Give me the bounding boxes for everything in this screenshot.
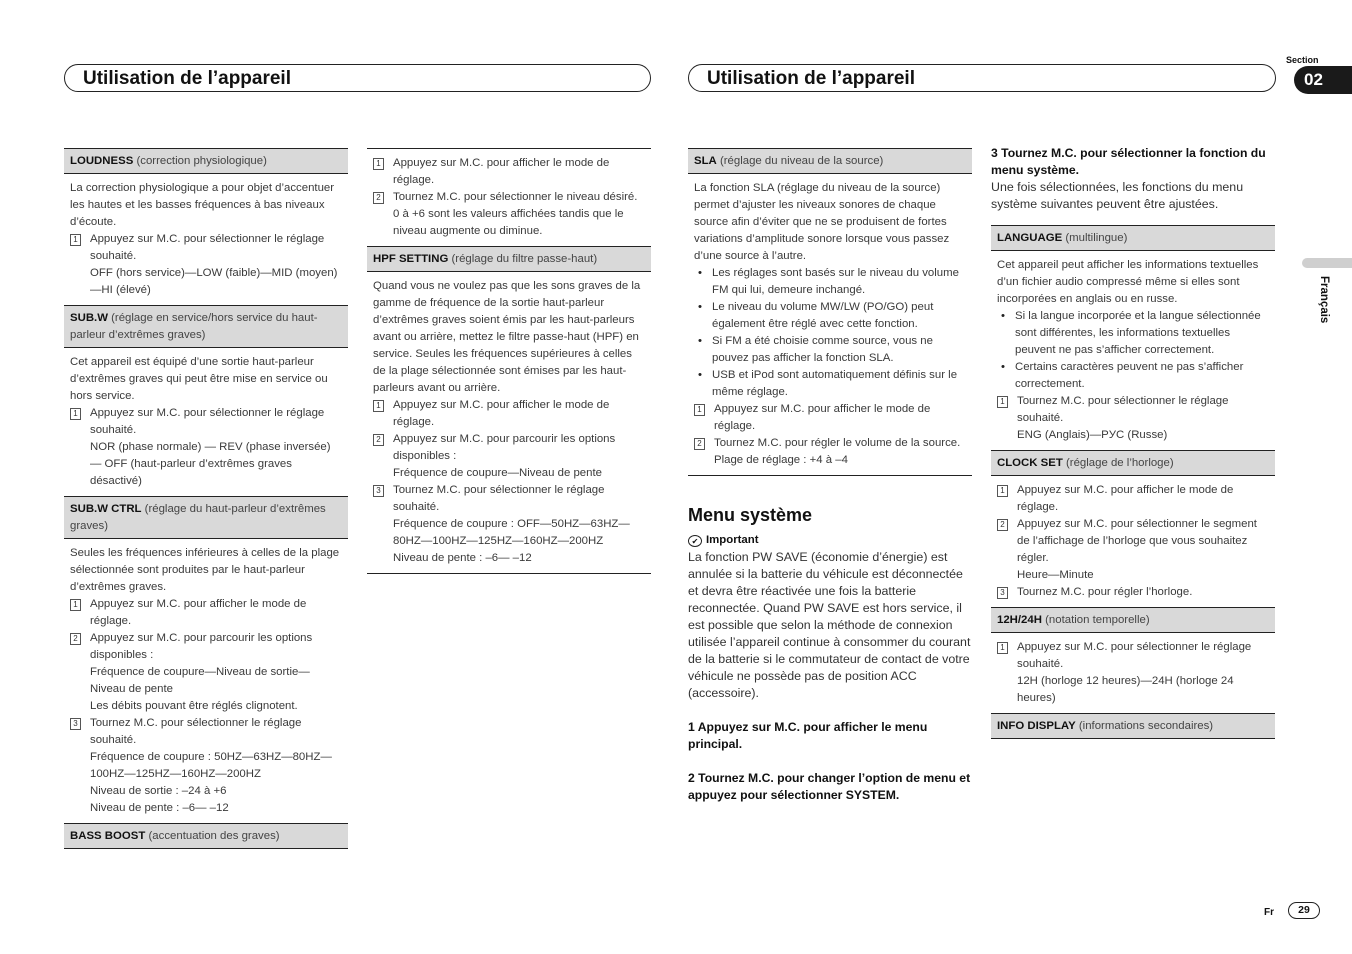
setting-body-12h-24h (991, 633, 1275, 713)
important-icon: ✔ (688, 535, 702, 547)
important-note-text: La fonction PW SAVE (économie d’énergie) est annulée si la batterie du véhicule est déconnectée et devra être réactivée une fois la batterie reconnectée. Quand PW SAVE est hors service, il est possible que selon la méthode de connexion utilisée l’appareil continue à consommer du courant de la batterie si le commutateur de contact de votre véhicule ne possède pas de position ACC (accessoire). (688, 550, 971, 700)
step-item: 1 Appuyez sur M.C. pour sélectionner le réglage souhaité. 12H (horloge 12 heures)—24H (horloge 24 heures) (997, 639, 1269, 707)
step-item: 1 Appuyez sur M.C. pour afficher le mode de réglage. (373, 155, 645, 189)
setting-body-sla: La fonction SLA (réglage du niveau de la source) permet d’ajuster les niveaux sonores de chaque source afin d’éviter que ne se produisent de fortes variations d’amplitude sonore lorsque vous passez d’une source à l’autre. • Les réglages sont basés sur le niveau du volume FM qui lui, demeure inchangé. • Le niveau du volume MW/LW (PO/GO) peut également être réglé avec cette fonction. • Si FM a été choisie comme source, vous ne pouvez pas afficher la fonction SLA. • USB et iPod sont automatiquement définis sur le même réglage. 1 Appuyez sur M.C. pour afficher le mode de réglage. 2 Tournez M.C. pour régler le volume de la source. Plage de réglage : +4 à –4 (688, 174, 972, 475)
setting-header-clock-set: CLOCK SET (réglage de l’horloge) (991, 450, 1275, 476)
section-title-menu-systeme: Menu système (688, 505, 813, 525)
setting-header-loudness: LOUDNESS (correction physiologique) (64, 148, 348, 174)
setting-header-hpf: HPF SETTING (réglage du filtre passe-haut) (367, 246, 651, 272)
bullet-item: • Certains caractères peuvent ne pas s’afficher correctement. (997, 359, 1269, 393)
step-item: 1 Appuyez sur M.C. pour sélectionner le réglage souhaité. OFF (hors service)—LOW (faible)—MID (moyen)—HI (élevé) (70, 231, 342, 299)
step-item: 1 Tournez M.C. pour sélectionner le réglage souhaité. ENG (Anglais)—PУC (Russe) (997, 393, 1269, 444)
step-item: 1 Appuyez sur M.C. pour sélectionner le réglage souhaité. NOR (phase normale) — REV (phase inversée) — OFF (haut-parleur d’extrêmes graves désactivé) (70, 405, 342, 490)
menu-step-2: 2 Tournez M.C. pour changer l’option de menu et appuyez pour sélectionner SYSTEM. (688, 771, 971, 802)
language-tab-label: Français (1318, 276, 1330, 324)
setting-header-info-display: INFO DISPLAY (informations secondaires) (991, 713, 1275, 739)
bullet-item: • Les réglages sont basés sur le niveau du volume FM qui lui, demeure inchangé. (694, 265, 966, 299)
setting-body-loudness: La correction physiologique a pour objet d’accentuer les hautes et les basses fréquences à bas niveaux d’écoute. 1 Appuyez sur M.C. pour sélectionner le réglage souhaité. OFF (hors service)—LOW (faible)—MID (moyen)—HI (élevé) (64, 174, 348, 305)
menu-step-3-desc: Une fois sélectionnées, les fonctions du menu système suivantes peuvent être ajustées. (991, 180, 1244, 211)
menu-step-3: 3 Tournez M.C. pour sélectionner la fonction du menu système. (991, 146, 1266, 177)
step-item: 3 Tournez M.C. pour sélectionner le réglage souhaité. Fréquence de coupure : OFF—50HZ—63HZ—80HZ—100HZ—125HZ—160HZ—200HZ Niveau de pente : –6— –12 (373, 482, 645, 567)
step-item: 3 Tournez M.C. pour régler l’horloge. (997, 584, 1269, 601)
footer-language: Fr (1264, 907, 1274, 918)
setting-body-clock-set (991, 476, 1275, 607)
setting-body-subw-ctrl: Seules les fréquences inférieures à celles de la plage sélectionnée sont produites par le haut-parleur d’extrêmes graves. 1 Appuyez sur M.C. pour afficher le mode de réglage. 2 Appuyez sur M.C. pour parcourir les options disponibles : Fréquence de coupure—Niveau de sortie—Niveau de pente Les débits pouvant être réglés clignotent. 3 Tournez M.C. pour sélectionner le réglage souhaité. Fréquence de coupure : 50HZ—63HZ—80HZ—100HZ—125HZ—160HZ—200HZ Niveau de sortie : –24 à +6 Niveau de pente : –6— –12 (64, 539, 348, 823)
step-item: 1 Appuyez sur M.C. pour afficher le mode de réglage. (694, 401, 966, 435)
step-item: 2 Appuyez sur M.C. pour parcourir les options disponibles : Fréquence de coupure—Niveau de pente (373, 431, 645, 482)
header-title: Utilisation de l’appareil (83, 68, 291, 89)
page-header-right (688, 64, 1276, 92)
column-4 (991, 145, 1275, 739)
setting-header-language: LANGUAGE (multilingue) (991, 225, 1275, 251)
step-item: 2 Appuyez sur M.C. pour sélectionner le segment de l’affichage de l’horloge que vous souhaitez régler. Heure—Minute (997, 516, 1269, 584)
bullet-item: • Le niveau du volume MW/LW (PO/GO) peut également être réglé avec cette fonction. (694, 299, 966, 333)
column-2 (367, 148, 651, 574)
step-item: 1 Appuyez sur M.C. pour afficher le mode de réglage. (997, 482, 1269, 516)
important-note-heading: ✔ Important (688, 532, 972, 549)
menu-step-1: 1 Appuyez sur M.C. pour afficher le menu principal. (688, 720, 928, 751)
header-title: Utilisation de l’appareil (707, 68, 915, 89)
setting-header-bass-boost: BASS BOOST (accentuation des graves) (64, 823, 348, 849)
step-item: 3 Tournez M.C. pour sélectionner le réglage souhaité. Fréquence de coupure : 50HZ—63HZ—80HZ—100HZ—125HZ—160HZ—200HZ Niveau de sortie : –24 à +6 Niveau de pente : –6— –12 (70, 715, 342, 817)
section-badge: 02 (1294, 66, 1352, 94)
bullet-item: • Si FM a été choisie comme source, vous ne pouvez pas afficher la fonction SLA. (694, 333, 966, 367)
step-item: 2 Tournez M.C. pour régler le volume de la source. Plage de réglage : +4 à –4 (694, 435, 966, 469)
column-3 (688, 148, 972, 804)
setting-body-hpf: Quand vous ne voulez pas que les sons graves de la gamme de fréquence de la sortie haut-parleur d’extrêmes graves soient émis par les haut-parleurs avant ou arrière, mettez le filtre passe-haut (HPF) en service. Seules les fréquences supérieures à celles de la plage sélectionnée sont émises par les haut-parleurs avant ou arrière. 1 Appuyez sur M.C. pour afficher le mode de réglage. 2 Appuyez sur M.C. pour parcourir les options disponibles : Fréquence de coupure—Niveau de pente 3 Tournez M.C. pour sélectionner le réglage souhaité. Fréquence de coupure : OFF—50HZ—63HZ—80HZ—100HZ—125HZ—160HZ—200HZ Niveau de pente : –6— –12 (367, 272, 651, 573)
page-number: 29 (1288, 902, 1320, 919)
setting-body-subw: Cet appareil est équipé d’une sortie haut-parleur d’extrêmes graves qui peut être mise en service ou hors service. 1 Appuyez sur M.C. pour sélectionner le réglage souhaité. NOR (phase normale) — REV (phase inversée) — OFF (haut-parleur d’extrêmes graves désactivé) (64, 348, 348, 496)
bullet-item: • Si la langue incorporée et la langue sélectionnée sont différentes, les informations textuelles peuvent ne pas s’afficher correctement. (997, 308, 1269, 359)
setting-header-sla: SLA (réglage du niveau de la source) (688, 148, 972, 174)
setting-header-subw-ctrl: SUB.W CTRL (réglage du haut-parleur d’extrêmes graves) (64, 496, 348, 539)
step-item: 2 Appuyez sur M.C. pour parcourir les options disponibles : Fréquence de coupure—Niveau de sortie—Niveau de pente Les débits pouvant être réglés clignotent. (70, 630, 342, 715)
column-1 (64, 148, 348, 849)
step-item: 1 Appuyez sur M.C. pour afficher le mode de réglage. (373, 397, 645, 431)
language-tab-marker (1302, 258, 1352, 268)
setting-body-bass-boost (367, 149, 651, 246)
setting-header-subw: SUB.W (réglage en service/hors service du haut-parleur d’extrêmes graves) (64, 305, 348, 348)
setting-header-12h-24h: 12H/24H (notation temporelle) (991, 607, 1275, 633)
setting-body-language: Cet appareil peut afficher les informations textuelles d’un fichier audio compressé même si elles sont incorporées en anglais ou en russe. • Si la langue incorporée et la langue sélectionnée sont différentes, les informations textuelles peuvent ne pas s’afficher correctement. • Certains caractères peuvent ne pas s’afficher correctement. 1 Tournez M.C. pour sélectionner le réglage souhaité. ENG (Anglais)—PУC (Russe) (991, 251, 1275, 450)
page-header-left (64, 64, 651, 92)
section-label: Section (1286, 55, 1319, 65)
step-item: 1 Appuyez sur M.C. pour afficher le mode de réglage. (70, 596, 342, 630)
step-item: 2 Tournez M.C. pour sélectionner le niveau désiré. 0 à +6 sont les valeurs affichées tandis que le niveau augmente ou diminue. (373, 189, 645, 240)
bullet-item: • USB et iPod sont automatiquement définis sur le même réglage. (694, 367, 966, 401)
